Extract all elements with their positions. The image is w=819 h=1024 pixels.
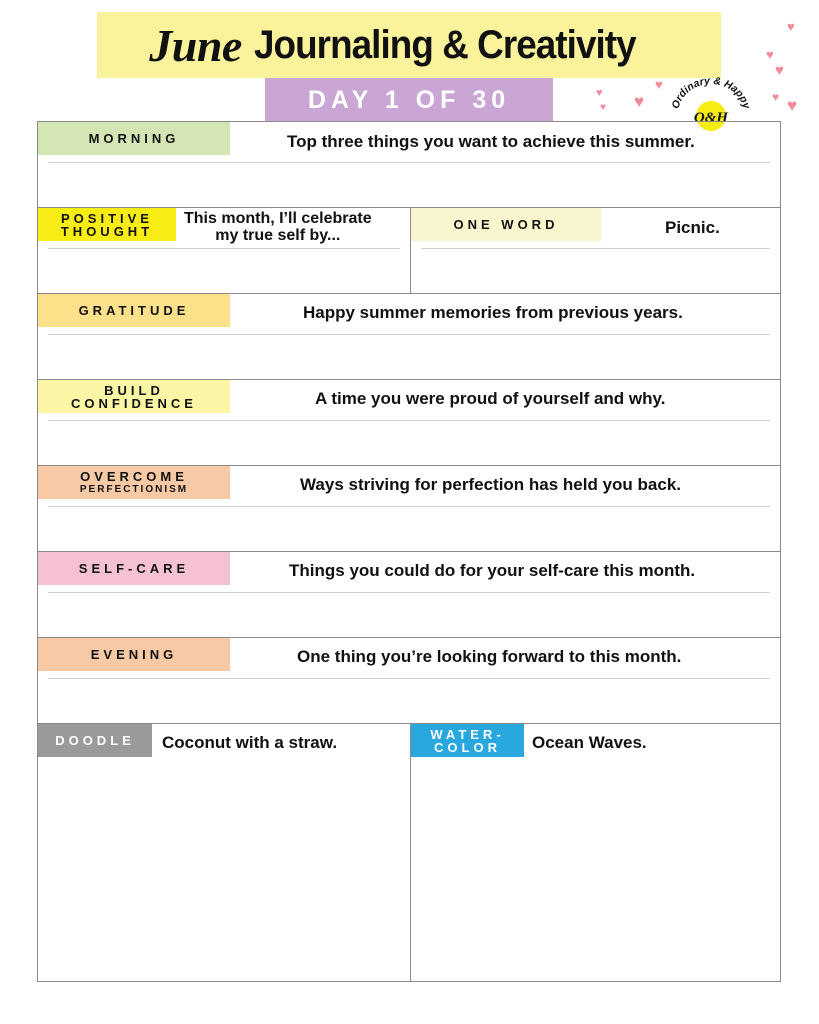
heart-icon: ♥: [600, 102, 606, 113]
writing-line: [48, 506, 770, 507]
title-banner: [97, 12, 721, 78]
build-confidence-tag: BUILD CONFIDENCE: [38, 380, 230, 413]
heart-icon: ♥: [787, 96, 798, 115]
writing-line: [48, 420, 770, 421]
writing-line: [48, 592, 770, 593]
positive-thought-section: [38, 208, 411, 293]
title-month: June: [149, 19, 242, 71]
heart-icon: ♥: [766, 47, 774, 62]
heart-icon: ♥: [655, 77, 663, 92]
positive-thought-tag: POSITIVE THOUGHT: [38, 208, 176, 241]
writing-line: [48, 334, 770, 335]
one-word-prompt: Picnic.: [665, 218, 720, 237]
self-care-section: [38, 552, 780, 638]
watercolor-tag: WATER- COLOR: [411, 724, 524, 757]
evening-tag: EVENING: [38, 638, 230, 671]
self-care-tag: SELF-CARE: [38, 552, 230, 585]
positive-one-word-row: [38, 208, 780, 294]
writing-line: [48, 678, 770, 679]
build-confidence-section: [38, 380, 780, 466]
overcome-perfectionism-section: [38, 466, 780, 552]
logo-arc-text: Ordinary & Happy: [670, 74, 752, 111]
doodle-tag: DOODLE: [38, 724, 152, 757]
heart-icon: ♥: [772, 90, 780, 104]
watercolor-section: [411, 724, 780, 981]
day-counter: DAY 1 OF 30: [265, 78, 553, 122]
heart-icon: ♥: [787, 19, 795, 34]
logo-monogram: O&H: [693, 110, 729, 126]
watercolor-prompt: Ocean Waves.: [532, 733, 647, 752]
doodle-section: [38, 724, 411, 981]
one-word-tag: ONE WORD: [411, 208, 601, 241]
writing-line: [48, 248, 400, 249]
evening-section: [38, 638, 780, 724]
writing-line: [421, 248, 770, 249]
gratitude-tag: GRATITUDE: [38, 294, 230, 327]
heart-icon: ♥: [634, 92, 645, 111]
title-text: Journaling & Creativity: [253, 22, 636, 67]
morning-tag: MORNING: [38, 122, 230, 155]
self-care-prompt: Things you could do for your self-care this month.: [289, 561, 696, 580]
evening-prompt: One thing you’re looking forward to this month.: [297, 647, 682, 666]
journal-sheet: [37, 121, 781, 982]
overcome-perfectionism-tag: OVERCOME PERFECTIONISM: [38, 466, 230, 499]
doodle-watercolor-row: [38, 724, 780, 981]
overcome-perfectionism-prompt: Ways striving for perfection has held you back.: [300, 475, 682, 494]
gratitude-section: [38, 294, 780, 380]
doodle-prompt: Coconut with a straw.: [162, 733, 338, 752]
positive-thought-prompt: This month, I’ll celebrate my true self by...: [184, 210, 372, 244]
morning-prompt: Top three things you want to achieve this summer.: [287, 132, 695, 151]
heart-icon: ♥: [775, 62, 784, 79]
heart-icon: ♥: [596, 87, 603, 99]
morning-section: [38, 122, 780, 208]
writing-line: [48, 162, 770, 163]
gratitude-prompt: Happy summer memories from previous years.: [303, 303, 683, 322]
build-confidence-prompt: A time you were proud of yourself and why.: [315, 389, 666, 408]
one-word-section: [411, 208, 780, 293]
